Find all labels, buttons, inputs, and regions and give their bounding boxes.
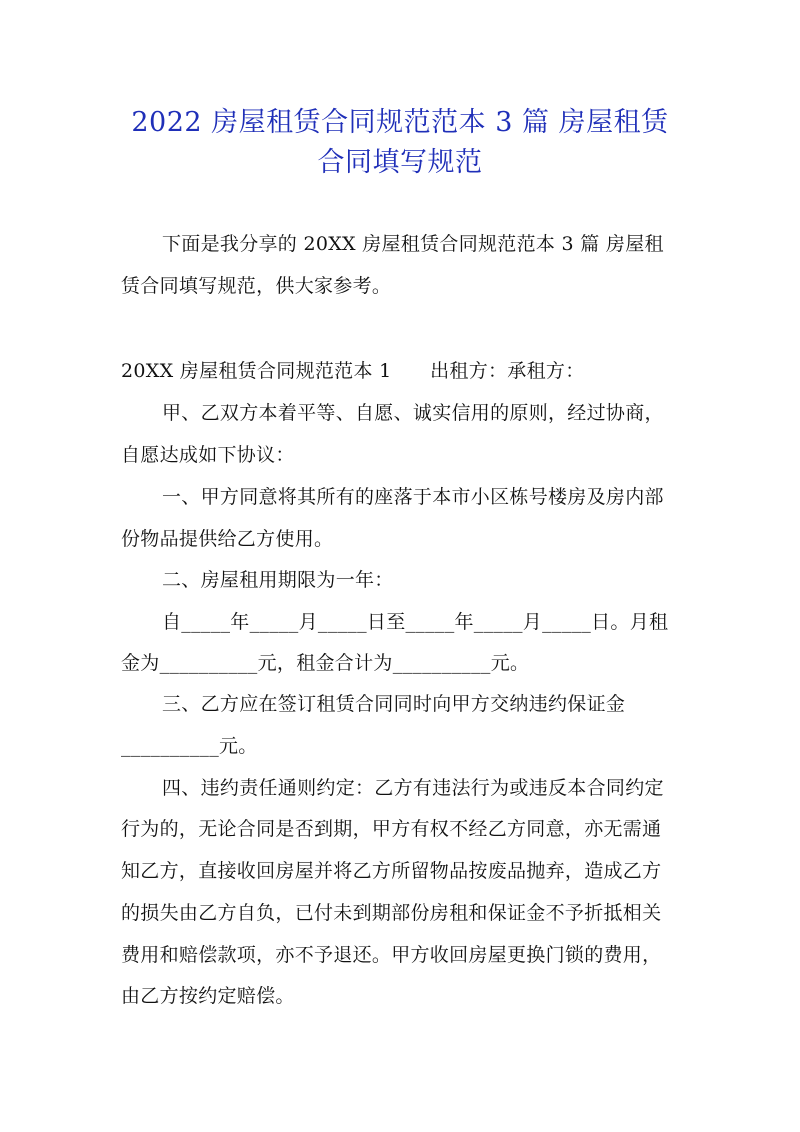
preamble-line-1: 甲、乙双方本着平等、自愿、诚实信用的原则，经过协商， (162, 402, 664, 424)
clause-3-line-1: 三、乙方应在签订租赁合同同时向甲方交纳违约保证金 (162, 693, 626, 715)
clause-3-line-2: __________元。 (121, 735, 258, 757)
clause-4-line-5: 费用和赔偿款项，亦不予退还。甲方收回房屋更换门锁的费用， (121, 944, 662, 966)
clause-4-line-1: 四、违约责任通则约定：乙方有违法行为或违反本合同约定 (162, 777, 664, 799)
clause-4-line-3: 知乙方，直接收回房屋并将乙方所留物品按废品抛弃，造成乙方 (121, 860, 662, 882)
clause-2-line-3: 金为__________元，租金合计为__________元。 (121, 652, 530, 674)
contract-heading-line: 20XX 房屋租赁合同规范范本 1 出租方：承租方： (121, 360, 585, 382)
document-title-line-2: 合同填写规范 (317, 147, 483, 178)
intro-line-2: 赁合同填写规范，供大家参考。 (121, 275, 392, 297)
preamble-line-2: 自愿达成如下协议： (121, 444, 295, 466)
clause-1-line-1: 一、甲方同意将其所有的座落于本市小区栋号楼房及房内部 (162, 486, 664, 508)
clause-2-line-2: 自_____年_____月_____日至_____年_____月_____日。月租 (162, 611, 669, 633)
clause-1-line-2: 份物品提供给乙方使用。 (121, 528, 334, 550)
clause-4-line-2: 行为的，无论合同是否到期，甲方有权不经乙方同意，亦无需通 (121, 818, 662, 840)
document-title-line-1: 2022 房屋租赁合同规范范本 3 篇 房屋租赁 (131, 107, 669, 138)
clause-2-line-1: 二、房屋租用期限为一年： (162, 569, 394, 591)
clause-4-line-4: 的损失由乙方自负，已付未到期部份房租和保证金不予折抵相关 (121, 902, 662, 924)
intro-line-1: 下面是我分享的 20XX 房屋租赁合同规范范本 3 篇 房屋租 (162, 233, 664, 255)
clause-4-line-6: 由乙方按约定赔偿。 (121, 985, 295, 1007)
